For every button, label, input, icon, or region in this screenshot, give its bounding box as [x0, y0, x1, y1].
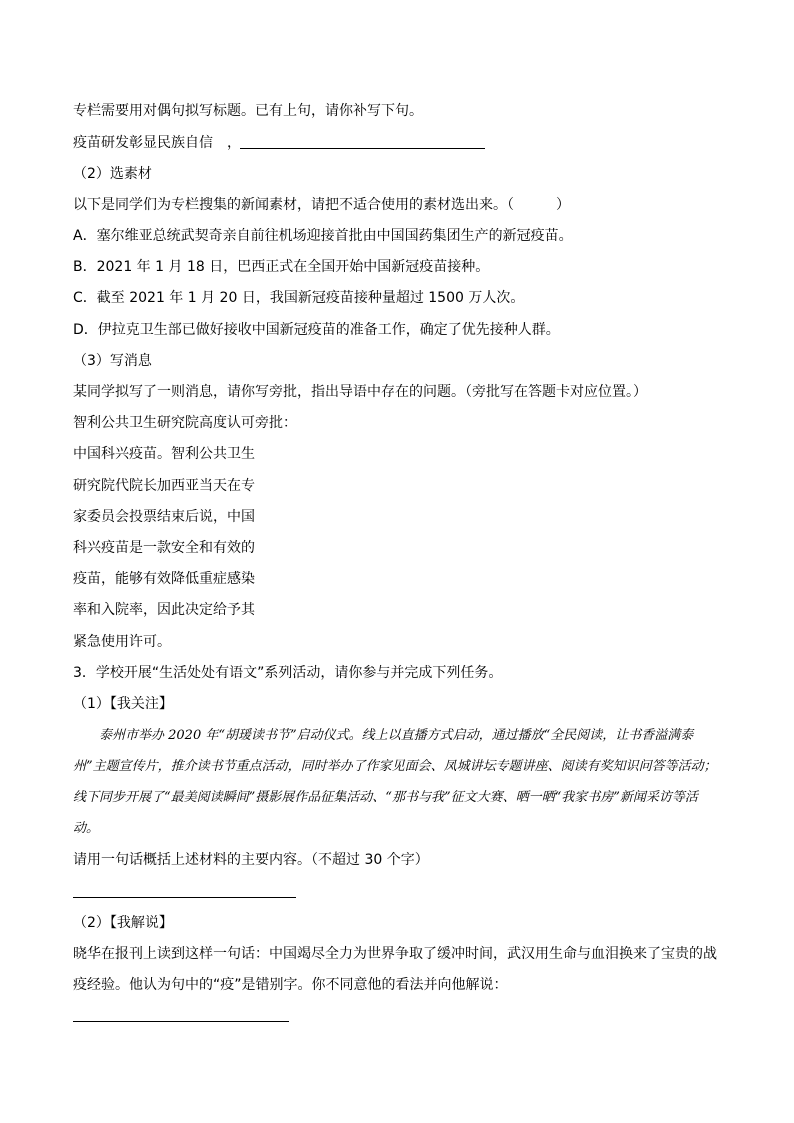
news-lead-line: 率和入院率，因此决定给予其 [73, 602, 255, 618]
section-heading-i-focus: （1）【我关注】 [73, 696, 173, 712]
option-a: A．塞尔维亚总统武契奇亲自前往机场迎接首批由中国国药集团生产的新冠疫苗。 [73, 228, 573, 244]
couplet-first-line: 疫苗研发彰显民族自信 ， [73, 135, 241, 151]
summary-answer-blank[interactable] [73, 897, 296, 898]
question-explain-line-1: 晓华在报刊上读到这样一句话：中国竭尽全力为世界争取了缓冲时间，武汉用生命与血泪换来了宝贵的战 [73, 946, 717, 962]
news-lead-line: 研究院代院长加西亚当天在专 [73, 478, 255, 494]
explain-answer-blank[interactable] [73, 1021, 289, 1022]
instruction-couplet-title: 专栏需要用对偶句拟写标题。已有上句，请你补写下句。 [73, 103, 423, 119]
news-lead-line: 科兴疫苗是一款安全和有效的 [73, 540, 255, 556]
section-heading-i-explain: （2）【我解说】 [73, 915, 173, 931]
section-heading-write-news: （3）写消息 [73, 353, 152, 369]
question-select-material: 以下是同学们为专栏搜集的新闻素材，请把不适合使用的素材选出来。（ ） [73, 197, 570, 213]
news-lead-line: 疫苗，能够有效降低重症感染 [73, 571, 255, 587]
option-b: B．2021 年 1 月 18 日，巴西正式在全国开始中国新冠疫苗接种。 [73, 259, 490, 275]
option-c: C．截至 2021 年 1 月 20 日，我国新冠疫苗接种量超过 1500 万人次。 [73, 290, 525, 306]
news-lead-line: 紧急使用许可。 [73, 634, 171, 650]
question-3-intro: 3．学校开展“生活处处有语文”系列活动，请你参与并完成下列任务。 [73, 665, 503, 681]
news-lead-line: 家委员会投票结束后说，中国 [73, 509, 255, 525]
section-heading-select-material: （2）选素材 [73, 166, 152, 182]
news-lead-line: 中国科兴疫苗。智利公共卫生 [73, 446, 255, 462]
reading-passage: 泰州市举办 2020 年“胡瑗读书节”启动仪式。线上以直播方式启动，通过播放“全民阅读，让书香溢满泰州”主题宣传片，推介读书节重点活动，同时举办了作家见面会、凤城讲坛专题讲座、阅读有奖知识问答等活动；线下同步开展了“最美阅读瞬间”摄影展作品征集活动、“那书与我”征文大赛、晒一晒“我家书房”新闻采访等活动。 [73, 728, 717, 836]
question-explain-line-2: 疫经验。他认为句中的“疫”是错别字。你不同意他的看法并向他解说： [73, 977, 508, 993]
question-write-annotation: 某同学拟写了一则消息，请你写旁批，指出导语中存在的问题。（旁批写在答题卡对应位置。） [73, 384, 647, 400]
news-headline: 智利公共卫生研究院高度认可旁批： [73, 415, 297, 431]
question-summarize: 请用一句话概括上述材料的主要内容。（不超过 30 个字） [73, 852, 429, 868]
couplet-answer-blank[interactable] [240, 148, 485, 149]
option-d: D．伊拉克卫生部已做好接收中国新冠疫苗的准备工作，确定了优先接种人群。 [73, 322, 560, 338]
